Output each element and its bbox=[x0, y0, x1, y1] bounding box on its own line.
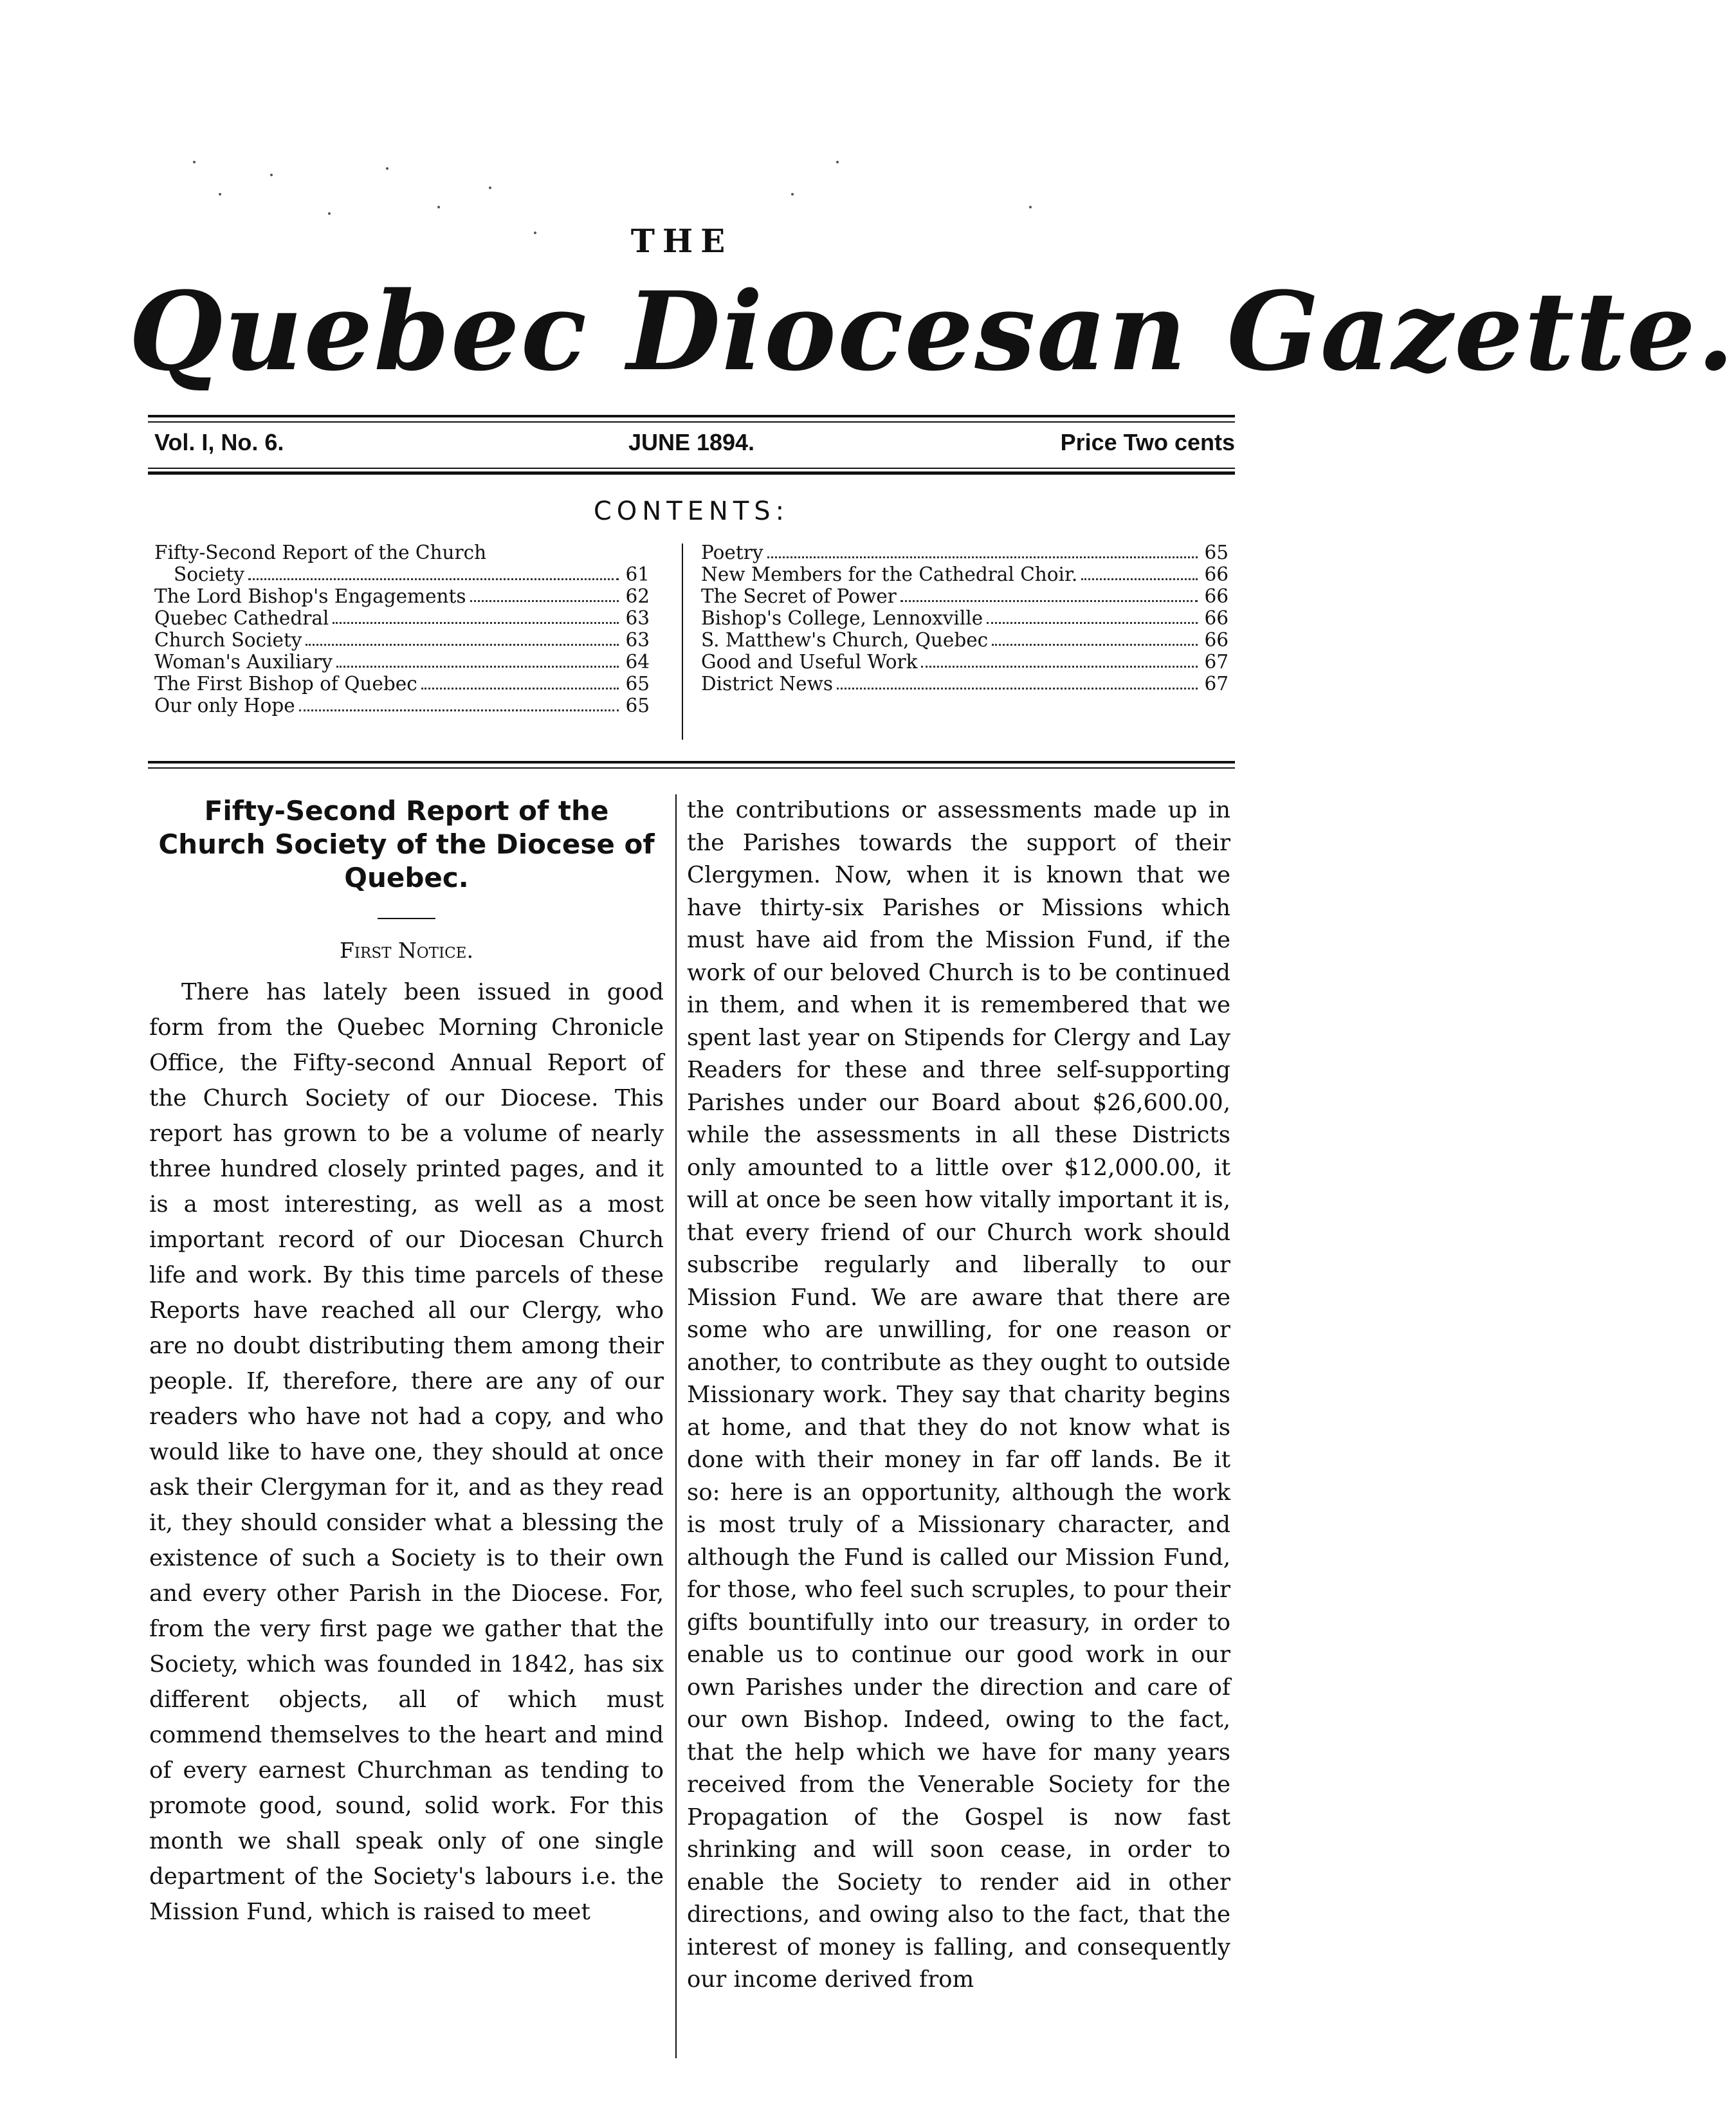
leader-dots bbox=[767, 556, 1198, 558]
toc-item-title: Fifty-Second Report of the Church bbox=[154, 542, 487, 563]
toc-item bbox=[154, 607, 650, 629]
toc-item-title: The First Bishop of Quebec bbox=[154, 673, 417, 695]
leader-dots bbox=[299, 709, 619, 711]
top-rule bbox=[148, 415, 1235, 417]
toc-item-title: Woman's Auxiliary bbox=[154, 651, 333, 673]
article-body-right: the contributions or assessments made up in the Parishes towards the support of their Clergymen. Now, when it is known that we have thirty-six Parishes or Missions which must have aid from the Mission Fund, if the work of our beloved Church is to be continued in them, and when it is remembered that we spent last year on Stipends for Clergy and Lay Readers for these and three self-supporting Parishes under our Board about $26,600.00, while the assessments in all these Districts only amounted to a little over $12,000.00, it will at once be seen how vitally important it is, that every friend of our Church work should subscribe regularly and liberally to our Mission Fund. We are aware that there are some who are unwilling, for one reason or another, to contribute as they ought to outside Missionary work. They say that charity begins at home, and that they do not know what is done with their money in far off lands. Be it so: here is an opportunity, although the work is most truly of a Missionary character, and although the Fund is called our Mission Fund, for those, who feel such scruples, to pour their gifts bountifully into our treasury, in order to enable us to continue our good work in our own Parishes under the direction and care of our own Bishop. Indeed, owing to the fact, that the help which we have for many years received from the Venerable Society for the Propagation of the Gospel is now fast shrinking and will soon cease, in order to enable the Society to render aid in other directions, and owing also to the fact, that the interest of money is falling, and consequently our income derived from bbox=[687, 797, 1230, 1993]
toc-item bbox=[154, 673, 650, 695]
leader-dots bbox=[248, 578, 619, 580]
toc-item bbox=[701, 629, 1229, 651]
leader-dots bbox=[837, 688, 1198, 690]
leader-dots bbox=[921, 666, 1198, 668]
leader-dots bbox=[336, 666, 619, 668]
toc-item-page: 62 bbox=[625, 585, 650, 607]
toc-item bbox=[154, 651, 650, 673]
toc-item-page: 64 bbox=[625, 651, 650, 673]
article-left-column bbox=[149, 794, 664, 1930]
contents-heading: CONTENTS: bbox=[593, 497, 790, 526]
contents-right-column bbox=[701, 542, 1229, 695]
notice-label: First Notice. bbox=[340, 938, 473, 963]
issue-rule bbox=[148, 471, 1235, 475]
masthead-the: THE bbox=[630, 222, 733, 260]
toc-item-page: 63 bbox=[625, 629, 650, 651]
toc-item-title: The Secret of Power bbox=[701, 585, 897, 607]
toc-item-page: 66 bbox=[1204, 607, 1229, 629]
toc-item-title: New Members for the Cathedral Choir. bbox=[701, 563, 1078, 585]
toc-item bbox=[701, 563, 1229, 585]
leader-dots bbox=[470, 600, 619, 602]
leader-dots bbox=[987, 622, 1198, 624]
toc-item bbox=[154, 585, 650, 607]
toc-item-page: 66 bbox=[1204, 585, 1229, 607]
column-divider bbox=[675, 794, 677, 2058]
contents-bottom-rule bbox=[148, 761, 1235, 763]
contents-left-column bbox=[154, 542, 650, 717]
leader-dots bbox=[333, 622, 619, 624]
leader-dots bbox=[992, 644, 1198, 646]
toc-item bbox=[154, 629, 650, 651]
toc-item-page: 66 bbox=[1204, 563, 1229, 585]
toc-item-title: Our only Hope bbox=[154, 695, 295, 717]
toc-item-title: Poetry bbox=[701, 542, 763, 563]
toc-item-title: Quebec Cathedral bbox=[154, 607, 329, 629]
contents-divider bbox=[682, 544, 683, 740]
volume-number: Vol. I, No. 6. bbox=[154, 429, 284, 455]
toc-item-title: S. Matthew's Church, Quebec bbox=[701, 629, 989, 651]
toc-item bbox=[701, 585, 1229, 607]
title-divider bbox=[378, 918, 435, 919]
toc-item-page: 65 bbox=[1204, 542, 1229, 563]
leader-dots bbox=[900, 600, 1198, 602]
article-right-column bbox=[687, 794, 1230, 1997]
toc-item-title: Good and Useful Work bbox=[701, 651, 918, 673]
article-title: Fifty-Second Report of the Church Society of the Diocese of Quebec. bbox=[158, 795, 655, 893]
leader-dots bbox=[421, 688, 619, 690]
toc-item-title: Society bbox=[174, 563, 244, 585]
issue-rule-thin bbox=[148, 468, 1235, 469]
toc-item bbox=[154, 695, 650, 717]
toc-item-page: 61 bbox=[625, 563, 650, 585]
issue-date: JUNE 1894. bbox=[628, 429, 755, 455]
toc-item-page: 67 bbox=[1204, 651, 1229, 673]
toc-item-title: District News bbox=[701, 673, 834, 695]
masthead-title: Quebec Diocesan Gazette. bbox=[129, 268, 1736, 395]
toc-item-page: 66 bbox=[1204, 629, 1229, 651]
toc-item-title: Church Society bbox=[154, 629, 302, 651]
leader-dots bbox=[1081, 578, 1198, 580]
issue-line bbox=[148, 429, 1235, 461]
top-rule-thin bbox=[148, 421, 1235, 423]
toc-item-title: The Lord Bishop's Engagements bbox=[154, 585, 466, 607]
toc-item-page: 65 bbox=[625, 673, 650, 695]
leader-dots bbox=[306, 644, 619, 646]
toc-item bbox=[701, 607, 1229, 629]
article-body-left: There has lately been issued in good form from the Quebec Morning Chronicle Office, the Fifty-second Annual Report of the Church Society of our Diocese. This report has grown to be a volume of nearly three hundred closely printed pages, and it is a most interesting, as well as a most important record of our Diocesan Church life and work. By this time parcels of these Reports have reached all our Clergy, who are no doubt distributing them among their people. If, therefore, there are any of our readers who have not had a copy, and who would like to have one, they should at once ask their Clergyman for it, and as they read it, they should consider what a blessing the existence of such a Society is to their own and every other Parish in the Diocese. For, from the very first page we gather that the Society, which was founded in 1842, has six different objects, all of which must commend themselves to the heart and mind of every earnest Churchman as tending to promote good, sound, solid work. For this month we shall speak only of one single department of the Society's labours i.e. the Mission Fund, which is raised to meet bbox=[149, 979, 664, 1925]
toc-item bbox=[701, 673, 1229, 695]
contents-bottom-rule-thin bbox=[148, 767, 1235, 769]
toc-item bbox=[154, 563, 650, 585]
toc-item bbox=[701, 542, 1229, 563]
toc-item-page: 67 bbox=[1204, 673, 1229, 695]
toc-item-page: 63 bbox=[625, 607, 650, 629]
toc-item bbox=[701, 651, 1229, 673]
toc-item-page: 65 bbox=[625, 695, 650, 717]
price: Price Two cents bbox=[1060, 429, 1235, 455]
toc-item-title: Bishop's College, Lennoxville bbox=[701, 607, 983, 629]
